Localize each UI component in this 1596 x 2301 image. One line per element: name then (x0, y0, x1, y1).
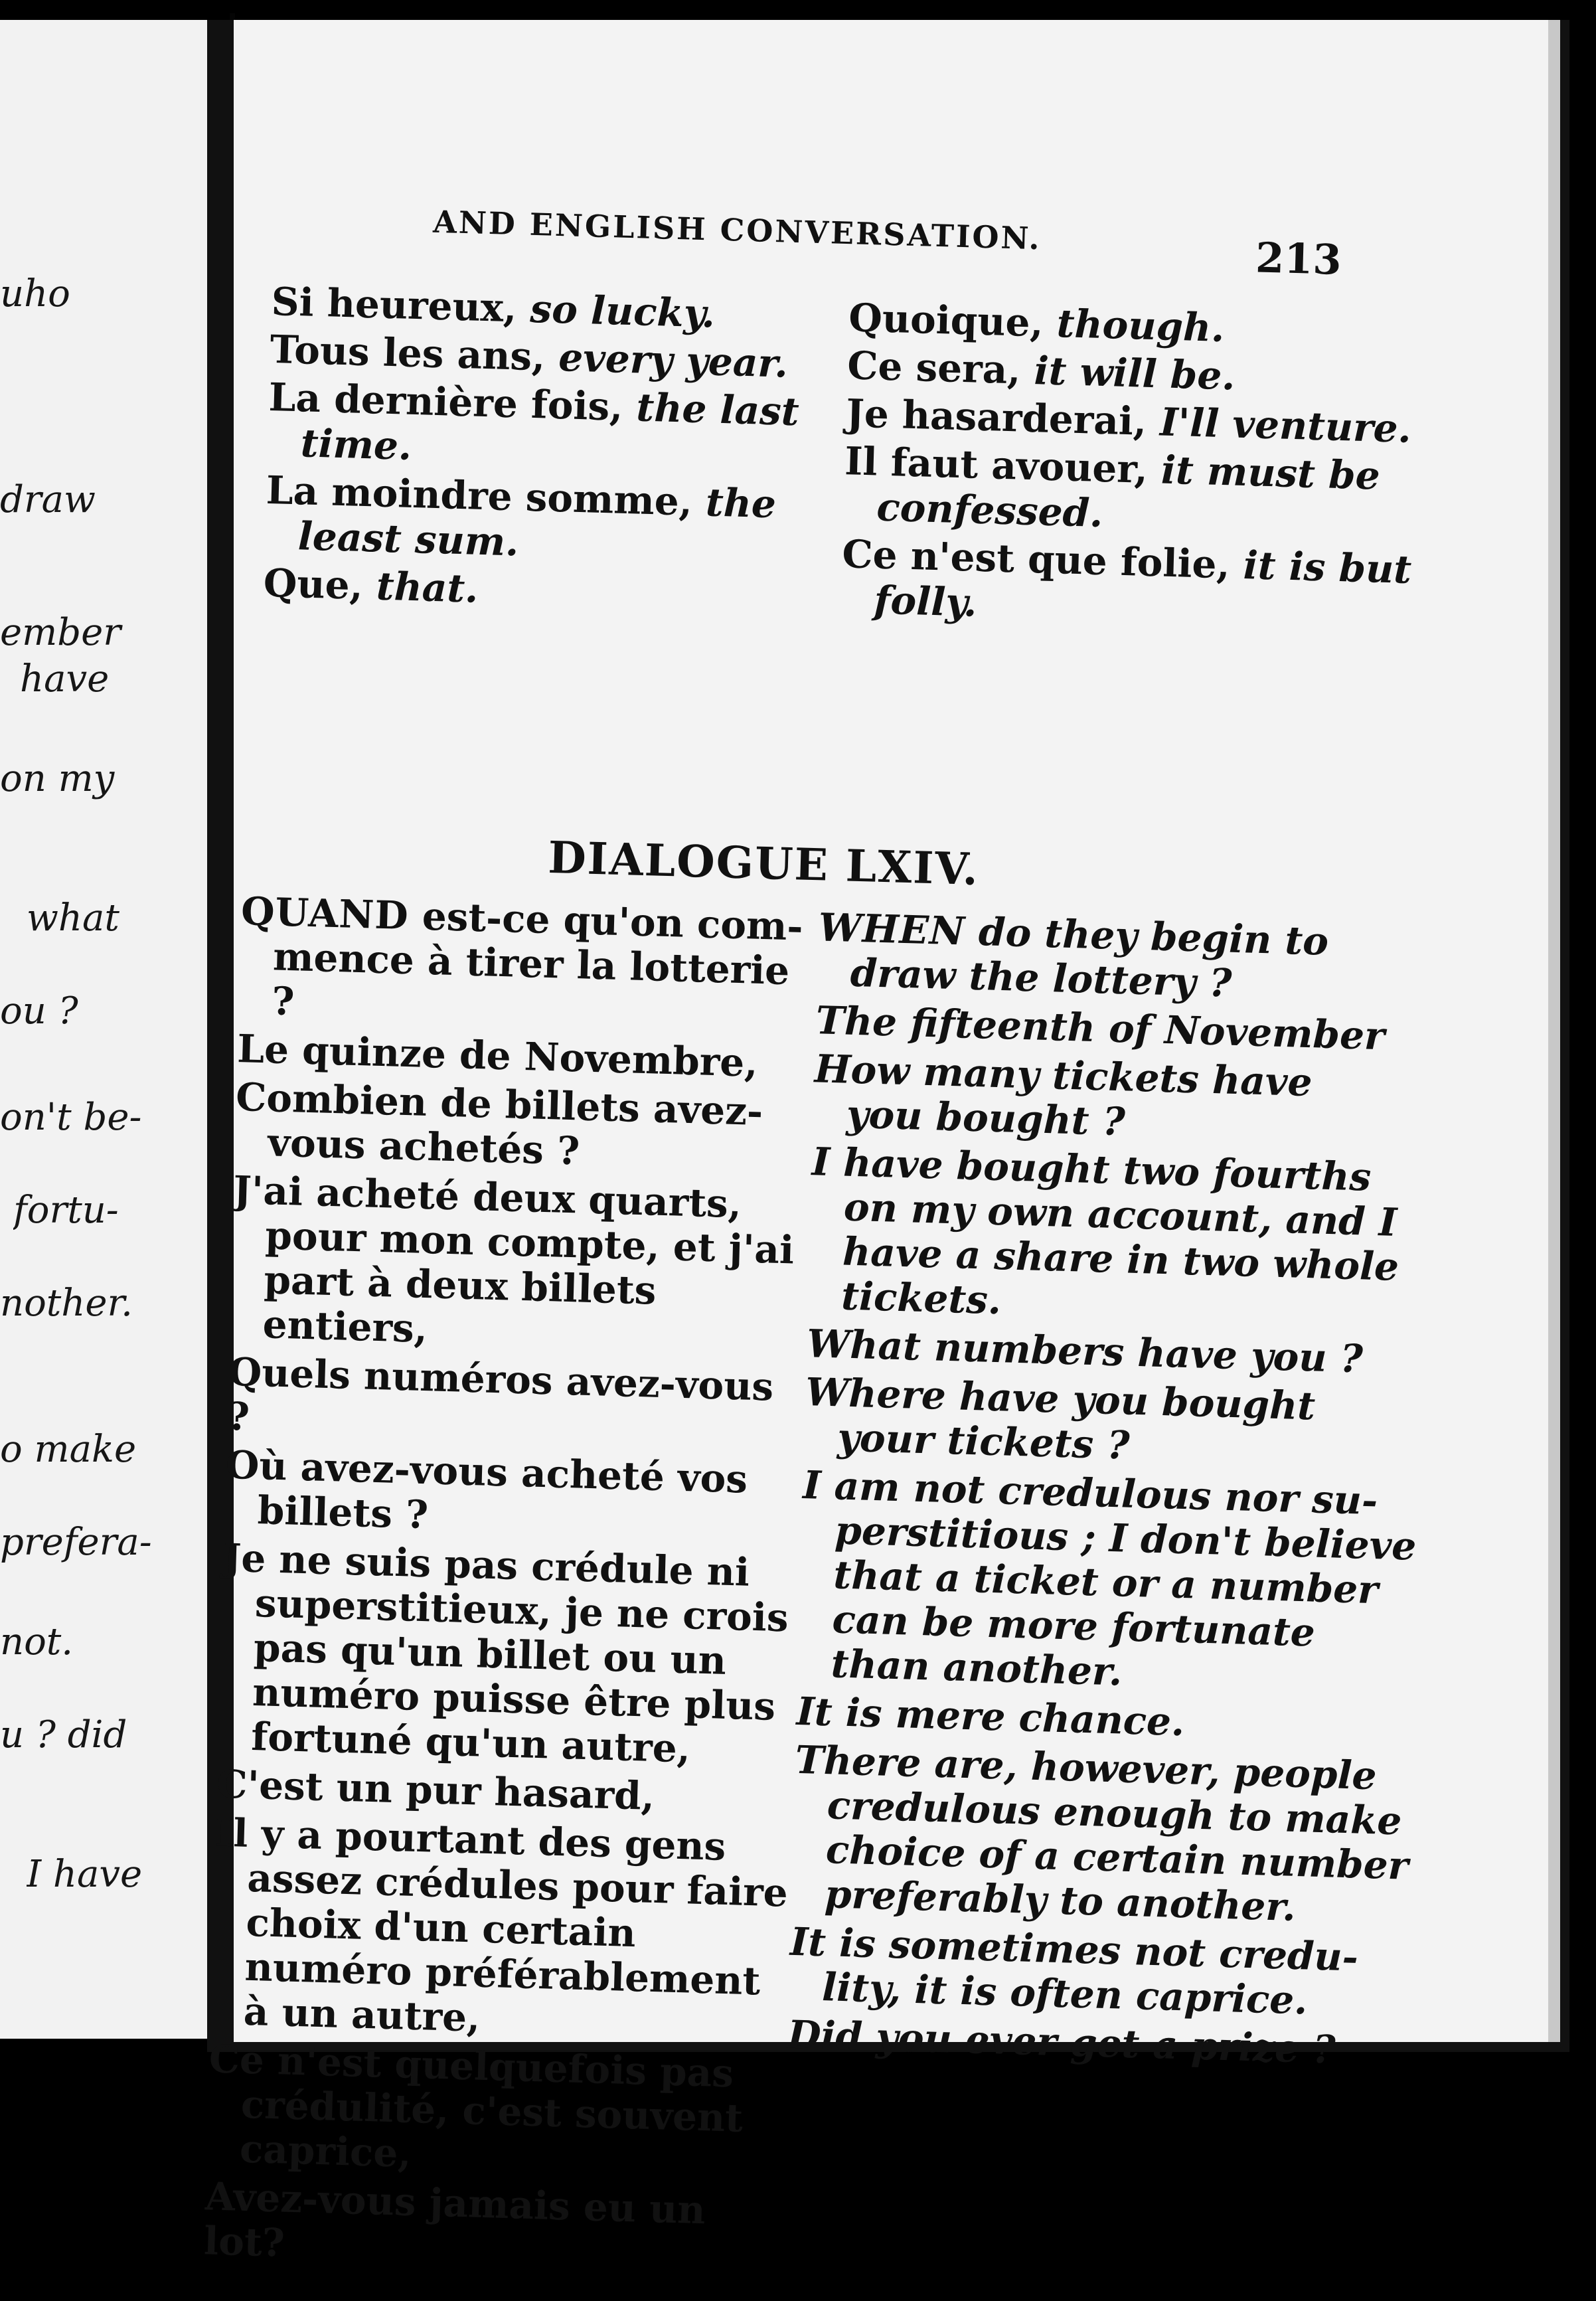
vocab-entry: Tous les ans, every year. (269, 326, 789, 386)
dialogue-line: It is mere chance. (795, 1688, 1186, 1745)
vocab-entry: Ce sera, it will be. (846, 343, 1236, 399)
dialogue-line: Combien de billets avez- vous achetés ? (235, 1074, 764, 1174)
left-fragment: I have (27, 1853, 143, 1896)
left-fragment: fortu- (13, 1189, 119, 1232)
left-fragment: nother. (0, 1282, 133, 1325)
dialogue-line: Quels numéros avez-vous ? (226, 1349, 774, 1440)
vocab-entry: Si heureux, so lucky. (270, 278, 716, 337)
dialogue-french-column (203, 889, 819, 2283)
dialogue-line: J'ai acheté deux quarts, pour mon compte, et j'ai part à deux billets entiers, (232, 1167, 795, 1352)
left-fragment: not. (0, 1620, 74, 1663)
dialogue-line: What numbers have you ? (806, 1321, 1364, 1382)
left-page-edge (0, 20, 230, 2039)
dialogue-line: It is sometimes not credu- lity, it is often caprice. (789, 1918, 1359, 2023)
dialogue-line: Did you ever get a prize ? (787, 2011, 1336, 2073)
dialogue-line: Je ne suis pas crédule ni superstitieux, je ne crois pas qu'un billet ou un numéro puisse être plus fortuné qu'un autre, (222, 1535, 789, 1772)
vocab-entry: Quoique, though. (848, 295, 1226, 351)
dialogue-line: How many tickets have you bought ? (813, 1046, 1313, 1145)
dialogue-line: I am not credulous nor su- perstitious ; I don't believe that a ticket or a number can be more fortunate than another. (802, 1462, 1417, 1695)
vocab-entry: Je hasarderai, I'll venture. (845, 390, 1412, 452)
dialogue-line: The fifteenth of November (815, 997, 1386, 1059)
dialogue-line: C'est un pur hasard, (216, 1761, 655, 1819)
left-fragment: uho (0, 272, 70, 315)
vocab-left-column (263, 279, 843, 624)
page-shadow (203, 20, 1569, 2266)
left-fragment: prefera- (0, 1521, 152, 1564)
left-fragment: o make (0, 1428, 137, 1471)
dialogue-line: Où avez-vous acheté vos billets ? (224, 1442, 748, 1538)
left-fragment: u ? did (0, 1713, 127, 1756)
dialogue-english-column (787, 905, 1436, 2078)
dialogue-line: I have bought two fourths on my own account, and I have a share in two whole tickets. (811, 1139, 1399, 1323)
left-fragment: ember (0, 611, 121, 654)
vocab-entry: La dernière fois, the last time. (268, 374, 800, 469)
running-title: AND ENGLISH CONVERSATION. (432, 203, 1042, 257)
vocab-entry: Que, that. (263, 560, 479, 612)
dialogue-line: WHEN do they begin to draw the lottery ? (817, 904, 1329, 1006)
book-page (203, 20, 1560, 2266)
dialogue-title: DIALOGUE LXIV. (547, 831, 981, 896)
left-fragment: what (27, 896, 120, 940)
dialogue-line: Where have you bought your tickets ? (805, 1369, 1317, 1468)
left-fragment: on't be- (0, 1096, 142, 1139)
dialogue-line: Avez-vous jamais eu un lot? (203, 2173, 706, 2266)
page-number: 213 (1255, 233, 1342, 284)
dialogue-line: QUAND est-ce qu'on com- mence à tirer la lotterie ? (240, 889, 804, 1025)
vocab-right-column (840, 295, 1453, 641)
vocab-entry: Ce n'est que folie, it is but folly. (841, 531, 1413, 626)
page-content (203, 203, 1461, 2266)
dialogue-line: Le quinze de Novembre, (236, 1025, 759, 1086)
vocab-entry: La moindre somme, the least sum. (265, 467, 777, 565)
left-fragment: ou ? (0, 989, 78, 1033)
left-fragment: draw (0, 478, 96, 521)
left-fragment: on my (0, 757, 115, 800)
vocab-entry: Il faut avouer, it must be confessed. (844, 438, 1381, 537)
dialogue-line: There are, however, people credulous enough to make choice of a certain number preferably to another. (794, 1737, 1409, 1930)
dialogue-line: Ce n'est quelquefois pas crédulité, c'est souvent caprice, (208, 2036, 744, 2176)
dialogue-line: Il y a pourtant des gens assez crédules pour faire choix d'un certain numéro préférablement à un autre, (214, 1810, 789, 2041)
left-fragment: have (20, 657, 110, 701)
